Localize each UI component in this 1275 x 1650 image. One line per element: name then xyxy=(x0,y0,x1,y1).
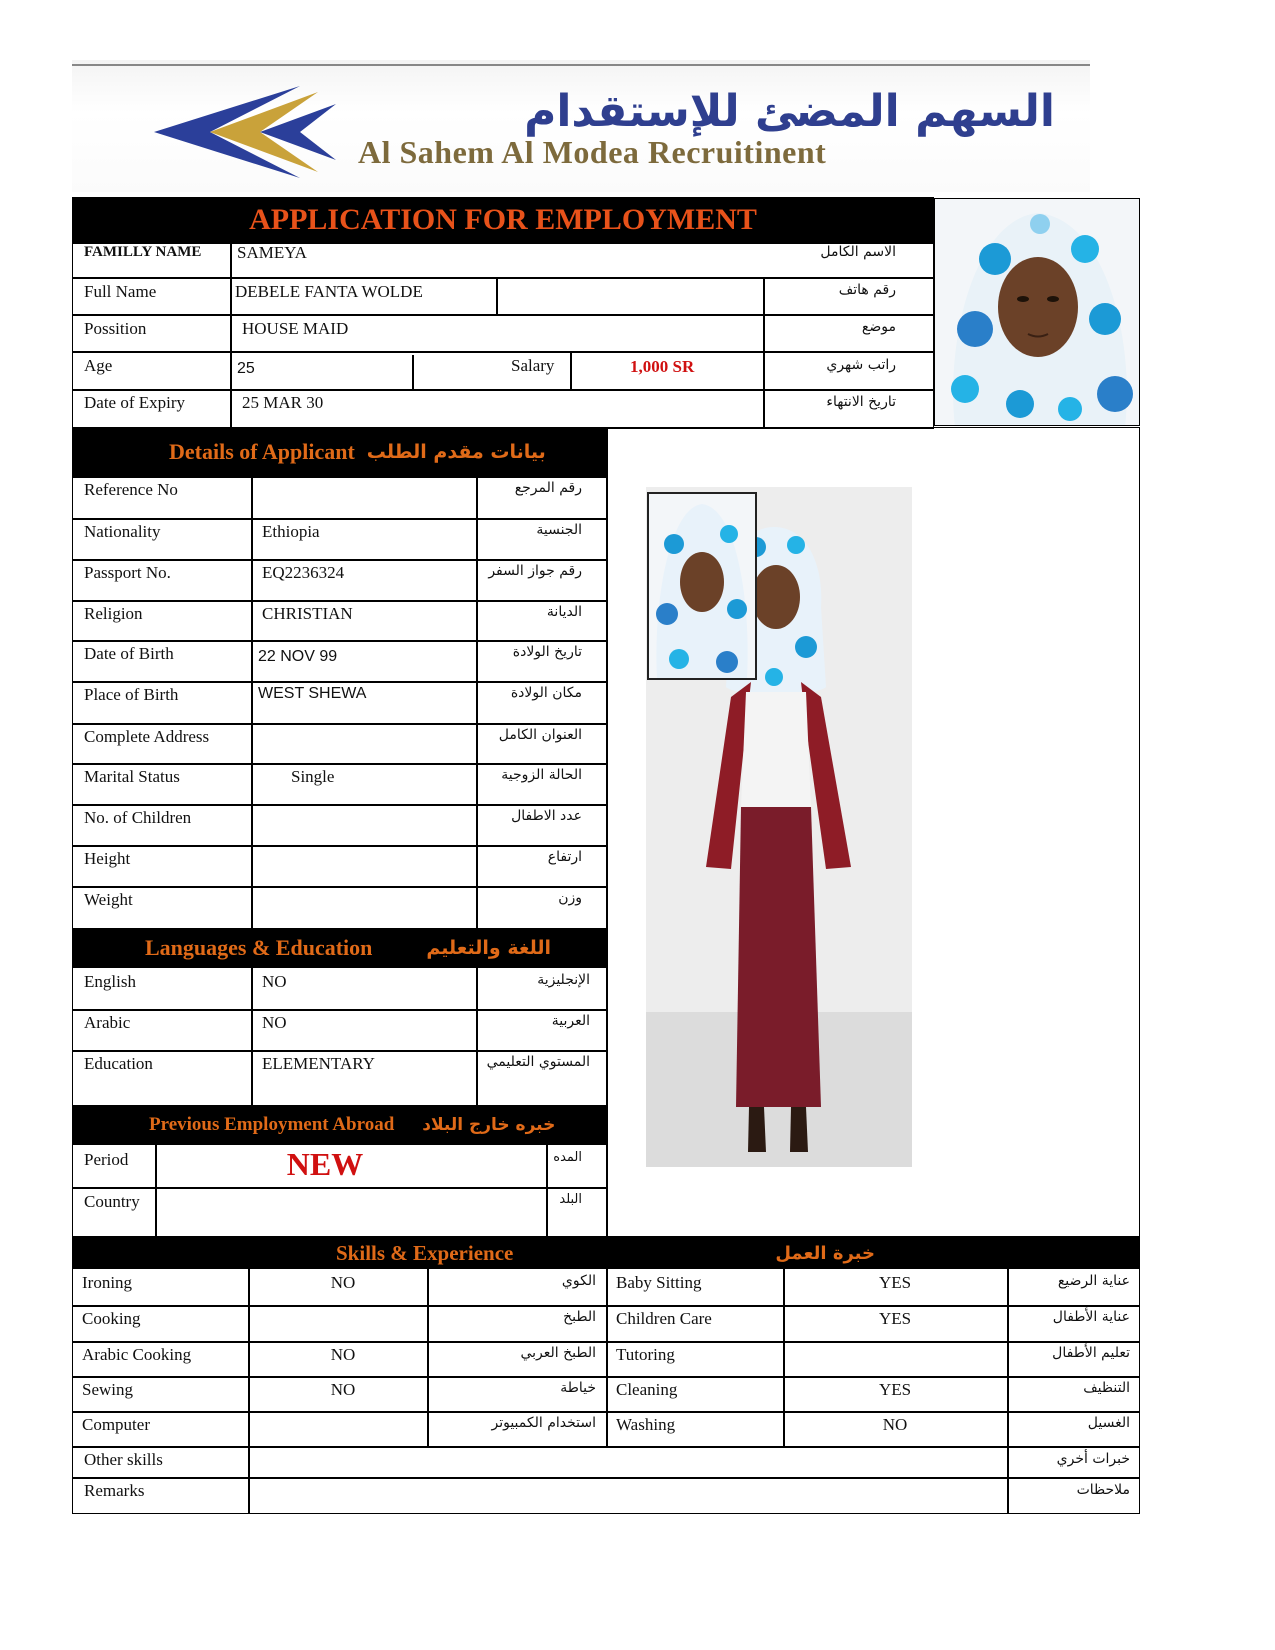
country-label: Country xyxy=(84,1192,140,1211)
skill-left-label: Cooking xyxy=(82,1309,141,1328)
company-name-arabic: السهم المضئ للإستقدام xyxy=(524,86,1055,137)
period-label: Period xyxy=(84,1150,129,1169)
language-row-value: NO xyxy=(262,1013,287,1032)
expiry-label: Date of Expiry xyxy=(84,393,186,412)
expiry-label-ar: تاريخ الانتهاء xyxy=(826,394,896,410)
skill-right-value: YES xyxy=(878,1273,912,1292)
skill-right-label-ar: الغسيل xyxy=(1087,1415,1130,1431)
company-name-english: Al Sahem Al Modea Recruitinent xyxy=(358,134,827,170)
skill-left-label-ar: الطبخ xyxy=(563,1309,596,1325)
phone-label-ar: رقم هاتف xyxy=(838,282,896,298)
languages-heading-ar: اللغة والتعليم xyxy=(426,937,552,959)
language-row-label-ar: المستوي التعليمي xyxy=(486,1054,590,1070)
age-label: Age xyxy=(84,356,113,375)
remarks-label-ar: ملاحظات xyxy=(1076,1482,1130,1498)
applicant-passport-photo xyxy=(647,492,757,680)
details-row-divider xyxy=(73,763,607,765)
details-row-divider xyxy=(73,886,607,888)
banner-rule xyxy=(72,64,1090,66)
details-row-label: Nationality xyxy=(84,522,161,541)
skill-left-label: Sewing xyxy=(82,1380,133,1399)
skill-right-value: YES xyxy=(878,1309,912,1328)
skill-row-divider xyxy=(73,1341,1140,1343)
details-row-label-ar: مكان الولادة xyxy=(510,685,582,701)
skill-left-label-ar: الطبخ العربي xyxy=(520,1345,596,1361)
details-row-label: Religion xyxy=(84,604,143,623)
details-heading-bar xyxy=(73,428,607,476)
details-row-divider xyxy=(73,845,607,847)
details-row-value: EQ2236324 xyxy=(262,563,345,582)
details-row-value: Ethiopia xyxy=(262,522,320,541)
skill-right-label-ar: التنظيف xyxy=(1083,1380,1130,1396)
position-label: Possition xyxy=(84,319,147,338)
skills-heading-en: Skills & Experience xyxy=(336,1240,514,1265)
languages-heading-en: Languages & Education xyxy=(145,935,373,960)
skill-right-label-ar: تعليم الأطفال xyxy=(1052,1345,1130,1361)
skill-row-divider xyxy=(73,1411,1140,1413)
previous-heading-ar: خبره خارج البلاد xyxy=(422,1115,556,1135)
details-row-divider xyxy=(73,640,607,642)
details-row-divider xyxy=(73,518,607,520)
applicant-portrait-photo xyxy=(934,198,1140,426)
language-row-label: English xyxy=(84,972,136,991)
salary-value: 1,000 SR xyxy=(630,357,695,376)
skill-right-value: NO xyxy=(882,1415,908,1434)
details-row-label: Reference No xyxy=(84,480,178,499)
details-row-label: Marital Status xyxy=(84,767,180,786)
language-row-value: NO xyxy=(262,972,287,991)
skill-left-label: Ironing xyxy=(82,1273,133,1292)
language-row-label-ar: الإنجليزية xyxy=(537,972,590,988)
skill-right-label: Cleaning xyxy=(616,1380,678,1399)
skill-row-divider xyxy=(73,1305,1140,1307)
details-row-divider xyxy=(73,681,607,683)
details-row-label-ar: الجنسية xyxy=(536,522,582,538)
skill-row-divider xyxy=(73,1376,1140,1378)
language-row-label: Education xyxy=(84,1054,153,1073)
skill-left-label-ar: استخدام الكمبيوتر xyxy=(491,1415,596,1431)
details-row-label: Passport No. xyxy=(84,563,171,582)
details-row-divider xyxy=(73,600,607,602)
details-row-label-ar: عدد الاطفال xyxy=(511,808,582,824)
details-row-label: Place of Birth xyxy=(84,685,179,704)
remarks-label: Remarks xyxy=(84,1481,145,1500)
position-value: HOUSE MAID xyxy=(242,319,349,338)
language-row-divider xyxy=(73,1009,607,1011)
details-row-label-ar: تاريخ الولادة xyxy=(512,644,582,660)
salary-label-ar: راتب شهري xyxy=(826,357,896,373)
skill-left-value: NO xyxy=(330,1273,356,1292)
details-row-label: No. of Children xyxy=(84,808,192,827)
details-row-label: Height xyxy=(84,849,131,868)
details-row-divider xyxy=(73,559,607,561)
full-name-value: DEBELE FANTA WOLDE xyxy=(235,282,423,301)
skill-right-label-ar: عناية الأطفال xyxy=(1052,1309,1130,1325)
details-row-label-ar: العنوان الكامل xyxy=(498,727,582,743)
skill-left-value: NO xyxy=(330,1345,356,1364)
position-label-ar: موضع xyxy=(861,319,896,335)
details-heading-ar: بيانات مقدم الطلب xyxy=(366,441,546,463)
details-row-value: Single xyxy=(291,767,335,786)
salary-label: Salary xyxy=(511,356,555,375)
details-row-label: Date of Birth xyxy=(84,644,174,663)
skill-left-label: Arabic Cooking xyxy=(82,1345,192,1364)
previous-heading-bar xyxy=(73,1105,607,1145)
family-name-label-ar: الاسم الكامل xyxy=(820,244,896,260)
skill-left-label-ar: الكوي xyxy=(561,1273,596,1289)
other-skills-label: Other skills xyxy=(84,1450,163,1469)
other-skills-label-ar: خبرات أخري xyxy=(1056,1451,1130,1467)
period-label-ar: المده xyxy=(553,1150,582,1165)
skill-right-label-ar: عناية الرضيع xyxy=(1057,1273,1130,1289)
details-row-value: CHRISTIAN xyxy=(262,604,353,623)
details-row-label-ar: الحالة الزوجية xyxy=(501,767,582,783)
previous-heading-en: Previous Employment Abroad xyxy=(149,1114,395,1135)
details-row-label: Weight xyxy=(84,890,133,909)
skill-right-value: YES xyxy=(878,1380,912,1399)
details-row-label-ar: الديانة xyxy=(546,604,582,620)
skill-right-label: Baby Sitting xyxy=(616,1273,702,1292)
full-name-label: Full Name xyxy=(84,282,157,301)
language-row-label-ar: العربية xyxy=(551,1013,590,1029)
details-row-label-ar: ارتفاع xyxy=(547,849,582,865)
details-row-divider xyxy=(73,804,607,806)
skill-left-label: Computer xyxy=(82,1415,150,1434)
details-row-divider xyxy=(73,723,607,725)
details-row-value: 22 NOV 99 xyxy=(258,648,338,665)
details-row-label-ar: رقم جواز السفر xyxy=(488,563,582,579)
period-value: NEW xyxy=(286,1146,364,1182)
family-name-value: SAMEYA xyxy=(237,243,307,262)
language-row-divider xyxy=(73,1050,607,1052)
language-row-value: ELEMENTARY xyxy=(262,1054,375,1073)
details-row-divider xyxy=(73,476,607,478)
languages-heading-bar xyxy=(73,928,607,968)
skill-left-value: NO xyxy=(330,1380,356,1399)
country-label-ar: البلد xyxy=(559,1192,582,1207)
expiry-value: 25 MAR 30 xyxy=(242,393,324,412)
language-row-label: Arabic xyxy=(84,1013,131,1032)
skills-heading-ar: خبرة العمل xyxy=(775,1242,875,1264)
family-name-label: FAMILLY NAME xyxy=(84,244,202,260)
details-row-value: WEST SHEWA xyxy=(258,685,367,702)
skill-right-label: Children Care xyxy=(616,1309,712,1328)
age-value: 25 xyxy=(237,360,255,377)
skill-right-label: Tutoring xyxy=(616,1345,675,1364)
skill-left-label-ar: خياطة xyxy=(560,1380,596,1396)
form-title: APPLICATION FOR EMPLOYMENT xyxy=(73,198,933,242)
details-row-label-ar: وزن xyxy=(558,890,582,906)
details-heading-en: Details of Applicant xyxy=(169,439,355,464)
company-logo-arrow-icon xyxy=(150,82,340,182)
details-row-label: Complete Address xyxy=(84,727,210,746)
skill-right-label: Washing xyxy=(616,1415,676,1434)
details-row-label-ar: رقم المرجع xyxy=(514,480,582,496)
